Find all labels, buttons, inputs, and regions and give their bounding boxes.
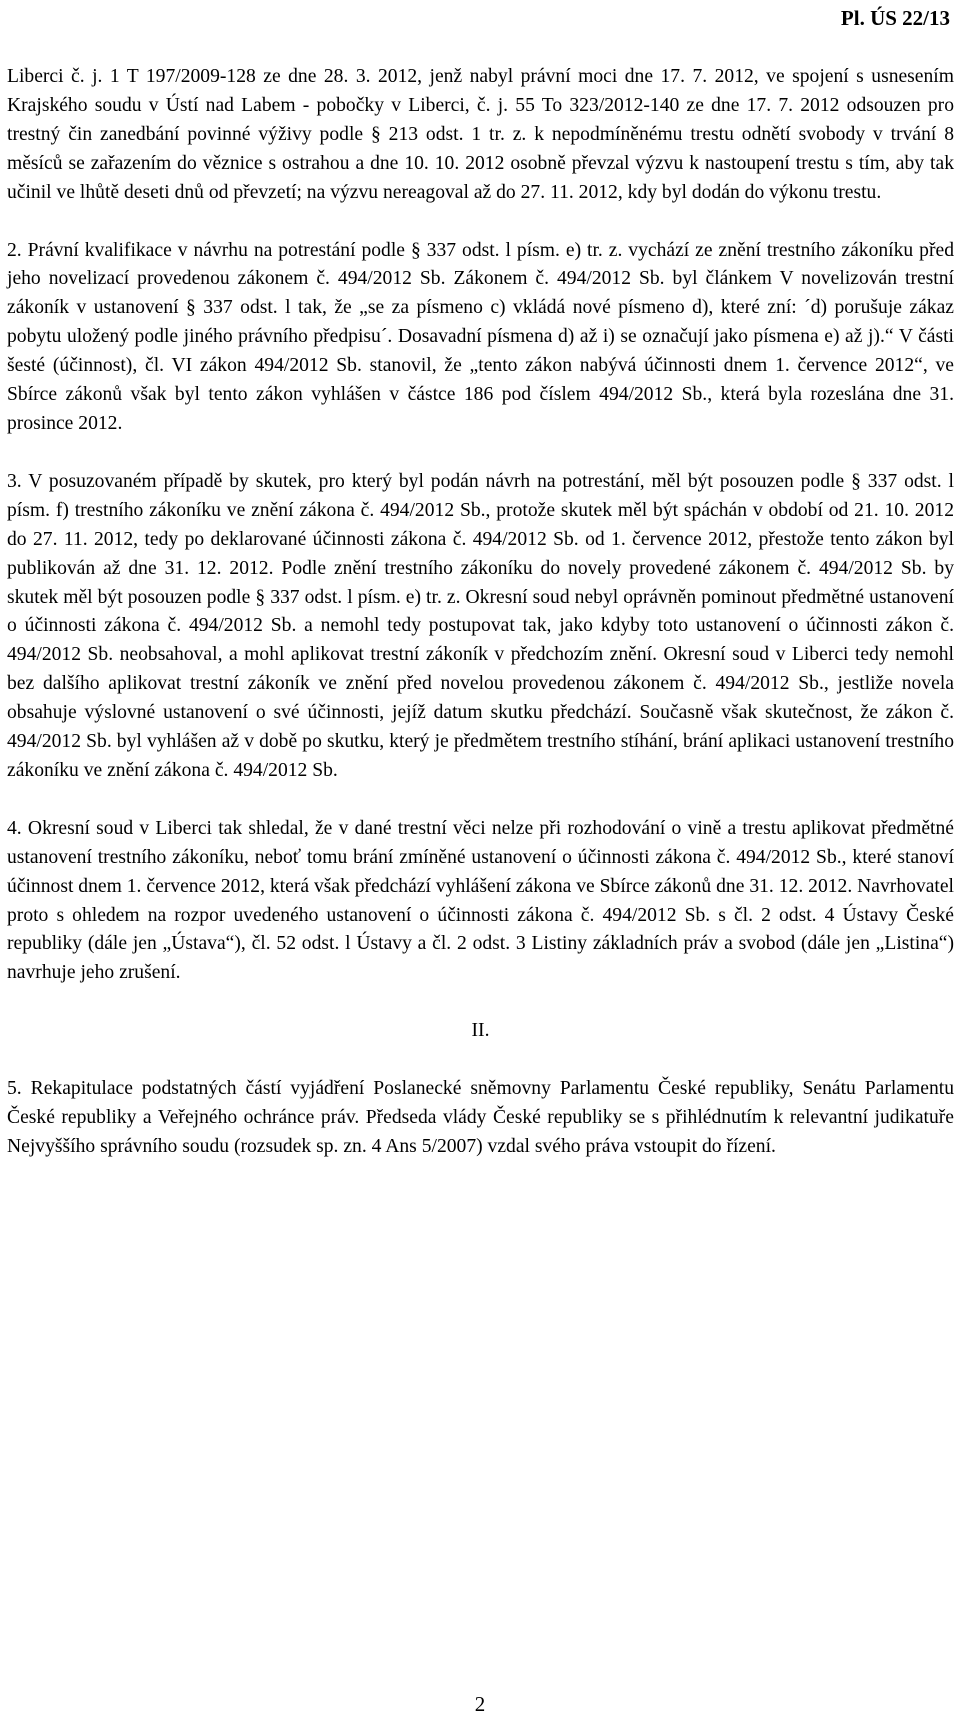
page-number: 2 (474, 1692, 486, 1716)
paragraph-spacer (7, 1046, 954, 1075)
paragraph-2: 2. Právní kvalifikace v návrhu na potrestání podle § 337 odst. l písm. e) tr. z. vychází ze znění trestního zákoníku před jeho novelizací provedenou zákonem č. 494/2012 Sb. Zákonem č. 494/2012 Sb. byl článkem V novelizován trestní zákoník v ustanovení § 337 odst. l tak, že „se za písmeno c) vkládá nové písmeno d), které zní: ´d) porušuje zákaz pobytu uložený podle jiného právního předpisu´. Dosavadní písmena d) až i) se označují jako písmena e) až j).“ V části šesté (účinnost), čl. VI zákon 494/2012 Sb. stanovil, že „tento zákon nabývá účinnosti dnem 1. července 2012“, ve Sbírce zákonů však byl tento zákon vyhlášen v částce 186 pod číslem 494/2012 Sb., která byla rozeslána dne 31. prosince 2012. (7, 239, 954, 434)
document-body (7, 63, 954, 1162)
paragraph-spacer (7, 208, 954, 237)
paragraph-1-continuation: Liberci č. j. 1 T 197/2009-128 ze dne 28. 3. 2012, jenž nabyl právní moci dne 17. 7. 2012, ve spojení s usnesením Krajského soudu v Ústí nad Labem - pobočky v Liberci, č. j. 55 To 323/2012-140 ze dne 17. 7. 2012 odsouzen pro trestný čin zanedbání povinné výživy podle § 213 odst. 1 tr. z. k nepodmíněnému trestu odnětí svobody v trvání 8 měsíců se zařazením do věznice s ostrahou a dne 10. 10. 2012 osobně převzal výzvu k nastoupení trestu s tím, aby tak učinil ve lhůtě deseti dnů od převzetí; na výzvu nereagoval až do 27. 11. 2012, kdy byl dodán do výkonu trestu. (7, 66, 954, 203)
paragraph-3: 3. V posuzovaném případě by skutek, pro který byl podán návrh na potrestání, měl být posouzen podle § 337 odst. l písm. f) trestního zákoníku ve znění zákona č. 494/2012 Sb., protože skutek měl být spáchán v období od 21. 10. 2012 do 27. 11. 2012, tedy po deklarované účinnosti zákona č. 494/2012 Sb. od 1. července 2012, přestože tento zákon byl publikován až dne 31. 12. 2012. Podle znění trestního zákoníku do novely provedené zákonem č. 494/2012 Sb. by skutek měl být posouzen podle § 337 odst. l písm. e) tr. z. Okresní soud nebyl oprávněn pominout předmětné ustanovení o účinnosti zákona č. 494/2012 Sb. a nemohl tedy postupovat tak, jako kdyby toto ustanovení o účinnosti zákon č. 494/2012 Sb. neobsahoval, a mohl aplikovat trestní zákoník v předchozím znění. Okresní soud v Liberci tedy nemohl bez dalšího aplikovat trestní zákoník ve znění před novelou provedenou zákonem č. 494/2012 Sb., jestliže novela obsahuje výslovné ustanovení o své účinnosti, jejíž datum skutku předchází. Současně však skutečnost, že zákon č. 494/2012 Sb. byl vyhlášen až v době po skutku, který je předmětem trestního stíhání, brání aplikaci ustanovení trestního zákoníku ve znění zákona č. 494/2012 Sb. (7, 470, 954, 781)
case-reference: Pl. ÚS 22/13 (840, 6, 950, 30)
paragraph-spacer (7, 786, 954, 815)
section-heading: II. (471, 1020, 490, 1042)
paragraph-5: 5. Rekapitulace podstatných částí vyjádření Poslanecké sněmovny Parlamentu České republiky, Senátu Parlamentu České republiky a Veřejného ochránce práv. Předseda vlády České republiky se s přihlédnutím k relevantní judikatuře Nejvyššího správního soudu (rozsudek sp. zn. 4 Ans 5/2007) vzdal svého práva vstoupit do řízení. (7, 1078, 954, 1157)
paragraph-4: 4. Okresní soud v Liberci tak shledal, že v dané trestní věci nelze při rozhodování o vině a trestu aplikovat předmětné ustanovení trestního zákoníku, neboť tomu brání zmíněné ustanovení o účinnosti zákona č. 494/2012 Sb., které stanoví účinnost dnem 1. července 2012, která však předchází vyhlášení zákona ve Sbírce zákonů dne 31. 12. 2012. Navrhovatel proto s ohledem na rozpor uvedeného ustanovení o účinnosti zákona č. 494/2012 Sb. s čl. 2 odst. 4 Ústavy České republiky (dále jen „Ústava“), čl. 52 odst. l Ústavy a čl. 2 odst. 3 Listiny základních práv a svobod (dále jen „Listina“) navrhuje jeho zrušení. (7, 817, 954, 984)
paragraph-spacer (7, 439, 954, 468)
paragraph-spacer (7, 988, 954, 1017)
